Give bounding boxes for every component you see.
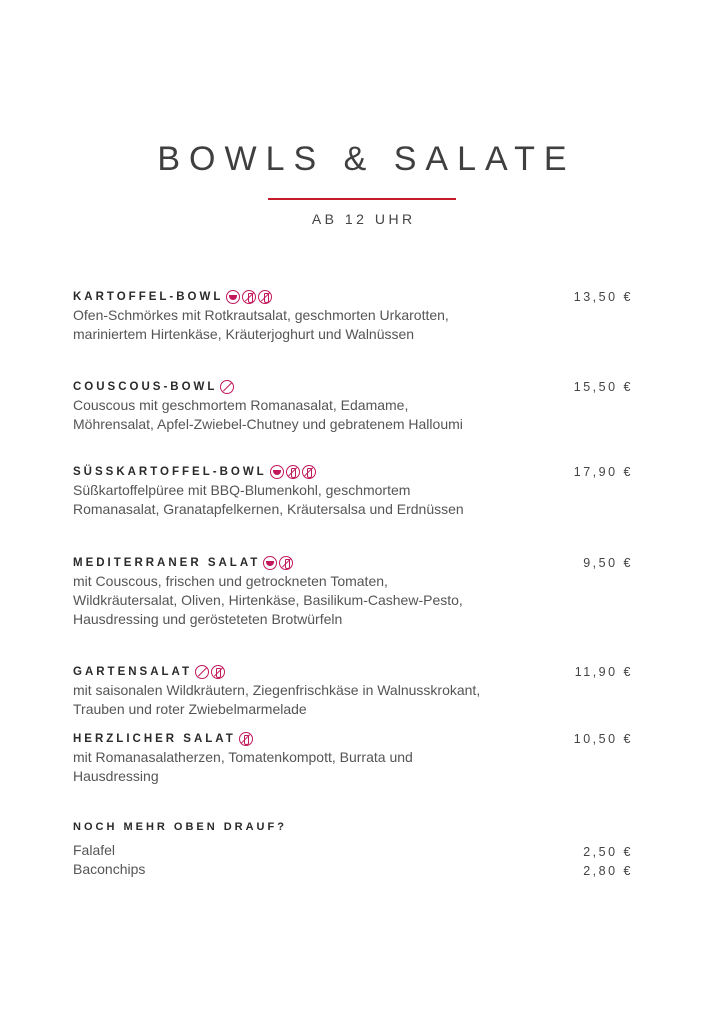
menu-item-mediterraner-salat bbox=[73, 554, 633, 629]
bottle-icon bbox=[239, 732, 253, 746]
item-name: GARTENSALAT bbox=[73, 666, 193, 678]
extra-item-baconchips bbox=[73, 861, 633, 877]
item-name: MEDITERRANER SALAT bbox=[73, 557, 261, 569]
slash-icon bbox=[195, 665, 209, 679]
bowl-icon bbox=[263, 556, 277, 570]
bottle-icon bbox=[258, 290, 272, 304]
menu-item-couscous-bowl bbox=[73, 378, 633, 434]
extra-name: Falafel bbox=[73, 842, 116, 858]
page-subtitle: AB 12 UHR bbox=[311, 211, 416, 227]
item-description: Süßkartoffelpüree mit BBQ-Blumenkohl, geschmortem Romanasalat, Granatapfelkernen, Kräutersalsa und Erdnüssen bbox=[73, 482, 464, 517]
extra-price: 2,80 € bbox=[583, 864, 633, 878]
item-description: mit Romanasalatherzen, Tomatenkompott, Burrata und Hausdressing bbox=[73, 749, 413, 784]
item-price: 9,50 € bbox=[583, 556, 633, 570]
bottle-icon bbox=[211, 665, 225, 679]
menu-item-kartoffel-bowl bbox=[73, 288, 633, 344]
bottle-icon bbox=[286, 465, 300, 479]
item-description: mit Couscous, frischen und getrockneten Tomaten, Wildkräutersalat, Oliven, Hirtenkäse, Basilikum-Cashew-Pesto, Hausdressing und gerösteteten Brotwürfeln bbox=[73, 573, 463, 627]
slash-icon bbox=[220, 380, 234, 394]
item-price: 13,50 € bbox=[573, 290, 633, 304]
item-name: HERZLICHER SALAT bbox=[73, 733, 236, 745]
bottle-icon bbox=[279, 556, 293, 570]
extra-name: Baconchips bbox=[73, 861, 146, 877]
item-name: SÜSSKARTOFFEL-BOWL bbox=[73, 466, 267, 478]
bottle-icon bbox=[302, 465, 316, 479]
bowl-icon bbox=[226, 290, 240, 304]
menu-item-suesskartoffel-bowl bbox=[73, 463, 633, 519]
item-name: KARTOFFEL-BOWL bbox=[73, 291, 224, 303]
item-description: mit saisonalen Wildkräutern, Ziegenfrischkäse in Walnusskrokant, Trauben und roter Zwiebelmarmelade bbox=[73, 682, 481, 717]
title-divider bbox=[268, 198, 456, 200]
bottle-icon bbox=[242, 290, 256, 304]
item-price: 17,90 € bbox=[573, 465, 633, 479]
extra-price: 2,50 € bbox=[583, 845, 633, 859]
item-name: COUSCOUS-BOWL bbox=[73, 381, 218, 393]
item-description: Ofen-Schmörkes mit Rotkrautsalat, geschmorten Urkarotten, mariniertem Hirtenkäse, Kräuterjoghurt und Walnüssen bbox=[73, 307, 449, 342]
menu-item-herzlicher-salat bbox=[73, 730, 633, 786]
bowl-icon bbox=[270, 465, 284, 479]
item-description: Couscous mit geschmortem Romanasalat, Edamame, Möhrensalat, Apfel-Zwiebel-Chutney und gebratenem Halloumi bbox=[73, 397, 463, 432]
extra-item-falafel bbox=[73, 842, 633, 858]
item-price: 11,90 € bbox=[574, 665, 633, 679]
item-price: 10,50 € bbox=[573, 732, 633, 746]
page-title: BOWLS & SALATE bbox=[157, 140, 576, 178]
item-price: 15,50 € bbox=[573, 380, 633, 394]
menu-item-gartensalat bbox=[73, 663, 633, 719]
extras-heading: NOCH MEHR OBEN DRAUF? bbox=[73, 821, 287, 833]
